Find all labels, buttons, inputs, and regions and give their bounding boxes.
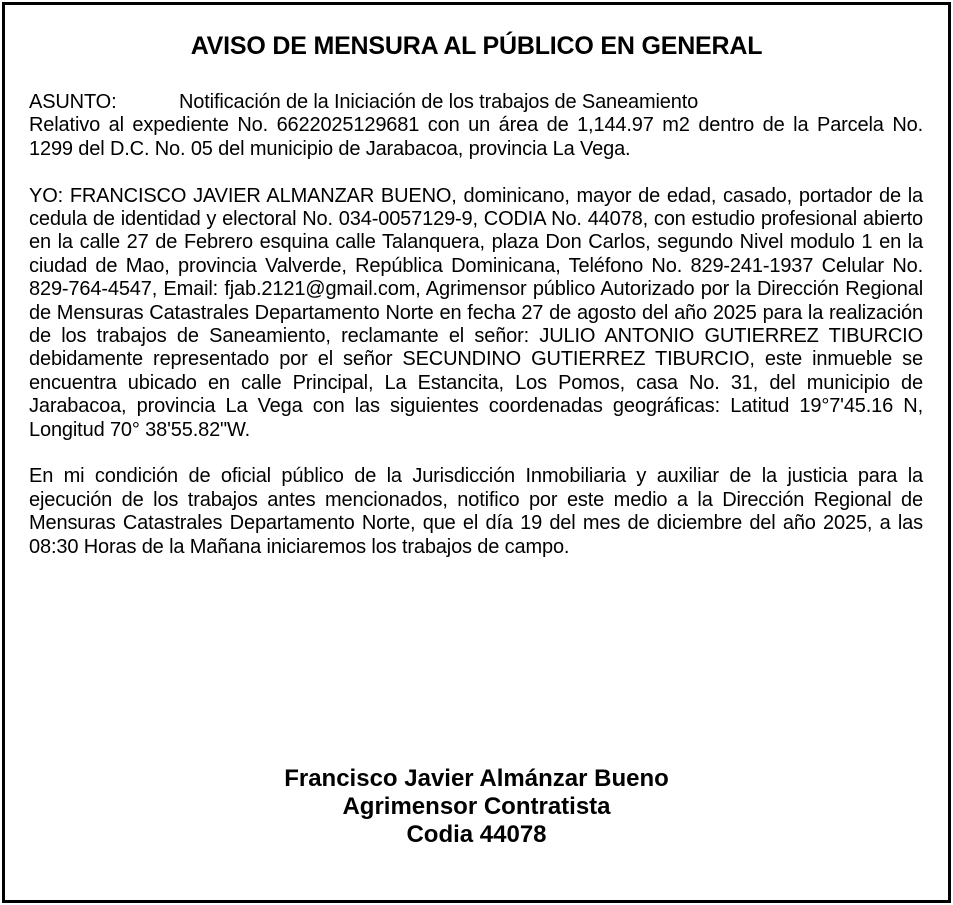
notice-body bbox=[29, 91, 923, 582]
signature-role: Agrimensor Contratista bbox=[342, 793, 611, 820]
notice-title: AVISO DE MENSURA AL PÚBLICO EN GENERAL bbox=[190, 32, 763, 60]
notification-paragraph: En mi condición de oficial público de la Jurisdicción Inmobiliaria y auxiliar de la justicia para la ejecución de los trabajos antes mencionados, notifico por este medio a la Dirección Regional de Mensuras Catastrales Departamento Norte, que el día 19 del mes de diciembre del año 2025, a las 08:30 Horas de la Mañana iniciaremos los trabajos de campo. bbox=[29, 465, 923, 558]
declarant-paragraph: YO: FRANCISCO JAVIER ALMANZAR BUENO, dominicano, mayor de edad, casado, portador de la cedula de identidad y electoral No. 034-0057129-9, CODIA No. 44078, con estudio profesional abierto en la calle 27 de Febrero esquina calle Talanquera, plaza Don Carlos, segundo Nivel modulo 1 en la ciudad de Mao, provincia Valverde, República Dominicana, Teléfono No. 829-241-1937 Celular No. 829-764-4547, Email: fjab.2121@gmail.com, Agrimensor público Autorizado por la Dirección Regional de Mensuras Catastrales Departamento Norte en fecha 27 de agosto del año 2025 para la realización de los trabajos de Saneamiento, reclamante el señor: JULIO ANTONIO GUTIERREZ TIBURCIO debidamente representado por el señor SECUNDINO GUTIERREZ TIBURCIO, este inmueble se encuentra ubicado en calle Principal, La Estancita, Los Pomos, casa No. 31, del municipio de Jarabacoa, provincia La Vega con las siguientes coordenadas geográficas: Latitud 19°7'45.16 N, Longitud 70° 38'55.82"W. bbox=[29, 184, 923, 441]
signature-codia: Codia 44078 bbox=[406, 821, 547, 848]
asunto-subject: Notificación de la Iniciación de los trabajos de Saneamiento bbox=[179, 91, 699, 113]
signature-name: Francisco Javier Almánzar Bueno bbox=[284, 765, 669, 792]
notice-box bbox=[2, 2, 951, 903]
asunto-label: ASUNTO: bbox=[29, 91, 117, 113]
asunto-details: Relativo al expediente No. 6622025129681 con un área de 1,144.97 m2 dentro de la Parcela No. 1299 del D.C. No. 05 del municipio de Jarabacoa, provincia La Vega. bbox=[29, 114, 923, 160]
asunto-line bbox=[29, 91, 923, 114]
signature-block bbox=[5, 765, 948, 849]
asunto-paragraph bbox=[29, 91, 923, 161]
